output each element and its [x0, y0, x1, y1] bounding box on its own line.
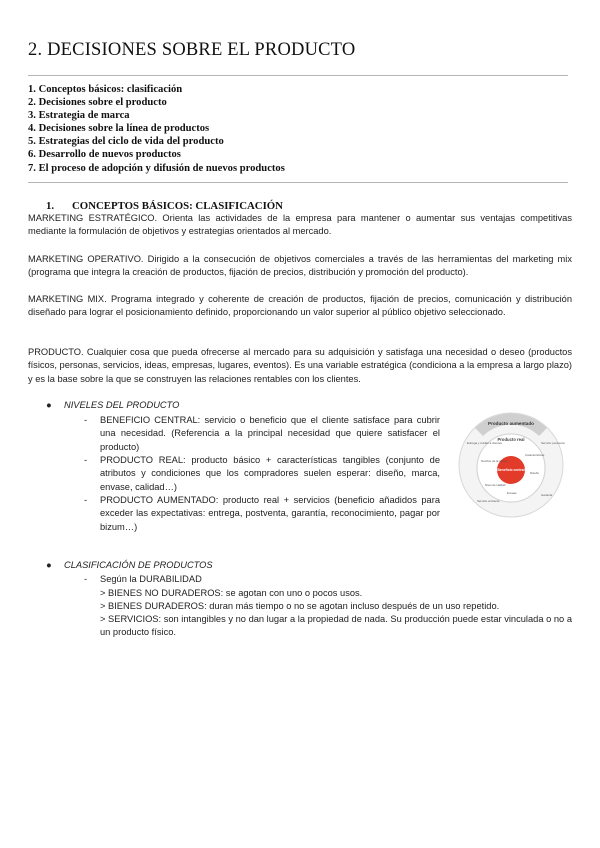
list-item-text: PRODUCTO AUMENTADO: producto real + servicios (beneficio añadidos para exceder las expectativas: entrega, postventa, garantía, reconocimiento, pagar por bizum…)	[100, 495, 440, 532]
toc-item: 2. Decisiones sobre el producto	[28, 97, 167, 109]
outer-label: Producto aumentado	[488, 421, 534, 426]
product-levels-diagram	[455, 408, 567, 518]
middle-label: Producto real	[497, 437, 525, 442]
table-of-contents	[28, 83, 285, 175]
clasificacion-heading: CLASIFICACIÓN DE PRODUCTOS	[64, 560, 213, 570]
section-heading	[46, 200, 283, 212]
toc-item: 5. Estrategias del ciclo de vida del producto	[28, 136, 224, 148]
bullet-dot: ●	[46, 560, 52, 570]
list-item-text: PRODUCTO REAL: producto básico + características tangibles (conjunto de atributos y condiciones que los compradores suelen esperar: diseño, marca, envase, calidad…)	[100, 455, 440, 492]
outer-item: Garantía	[541, 493, 553, 497]
dash-marker: -	[84, 415, 88, 425]
classification-item: > BIENES DURADEROS: duran más tiempo o no se agotan incluso después de un uso repetido.	[100, 601, 500, 611]
list-item	[84, 454, 440, 494]
toc-item: 3. Estrategia de marca	[28, 110, 130, 122]
outer-item: Servicio postventa	[541, 441, 565, 445]
paragraph-marketing-operativo: MARKETING OPERATIVO. Dirigido a la consecución de objetivos comerciales a través de las herramientas del marketing mix (programa que integra la creación de productos, fijación de precios, distribución y promoción del producto).	[28, 254, 572, 278]
middle-item: Nivel de calidad	[485, 483, 506, 487]
paragraph-producto: PRODUCTO. Cualquier cosa que pueda ofrecerse al mercado para su adquisición y satisfaga una necesidad o deseo (productos físicos, personas, servicios, ideas, empresas, lugares, eventos). Es una variable estratégica (condiciona a la empresa a largo plazo) y es la base sobre la que se construyen las relaciones rentables con los clientes.	[28, 347, 572, 384]
classification-item: > BIENES NO DURADEROS: se agotan con uno o pocos usos.	[100, 588, 363, 598]
core-label: Beneficio central	[497, 468, 525, 472]
bullet-clasificacion	[46, 560, 213, 570]
list-item	[84, 573, 484, 586]
toc-item: 1. Conceptos básicos: clasificación	[28, 84, 183, 95]
niveles-heading: NIVELES DEL PRODUCTO	[64, 400, 180, 410]
list-item	[84, 414, 440, 454]
middle-item: Características	[525, 453, 545, 457]
middle-item: Diseño	[530, 471, 539, 475]
outer-item: Entrega y crédito a clientes	[467, 441, 502, 445]
divider	[28, 75, 568, 76]
section-title: CONCEPTOS BÁSICOS: CLASIFICACIÓN	[72, 200, 283, 212]
middle-item: Nombre de la marca	[481, 459, 508, 463]
middle-item: Envase	[507, 491, 517, 495]
section-number: 1.	[46, 200, 55, 212]
bullet-niveles	[46, 400, 179, 410]
classification-item: > SERVICIOS: son intangibles y no dan lugar a la propiedad de nada. Su producción puede estar vinculada o no a un producto físico.	[100, 614, 572, 638]
toc-item: 6. Desarrollo de nuevos productos	[28, 149, 181, 161]
list-item	[84, 494, 440, 534]
toc-item: 4. Decisiones sobre la línea de productos	[28, 123, 210, 135]
list-item-text: BENEFICIO CENTRAL: servicio o beneficio que el cliente satisface para cubrir una necesidad. (Referencia a la principal necesidad que quiere satisfacer el producto)	[100, 415, 440, 452]
dash-marker: -	[84, 455, 88, 465]
outer-item: Servicio al cliente	[477, 499, 500, 503]
page-title: 2. DECISIONES SOBRE EL PRODUCTO	[28, 40, 356, 60]
paragraph-marketing-estrategico: MARKETING ESTRATÉGICO. Orienta las actividades de la empresa para mantener o aumentar sus ventajas competitivas mediante la formulación de objetivos y estrategias orientados al mercado.	[28, 213, 572, 237]
divider	[28, 182, 568, 183]
list-item-text: Según la DURABILIDAD	[100, 574, 202, 584]
bullet-dot: ●	[46, 400, 52, 410]
dash-marker: -	[84, 574, 88, 584]
paragraph-marketing-mix: MARKETING MIX. Programa integrado y coherente de creación de productos, fijación de precios, comunicación y distribución diseñado para lograr el posicionamiento definido, proporcionando un valor superior al público objetivo seleccionado.	[28, 294, 572, 318]
toc-item: 7. El proceso de adopción y difusión de nuevos productos	[28, 162, 285, 174]
dash-marker: -	[84, 495, 88, 505]
